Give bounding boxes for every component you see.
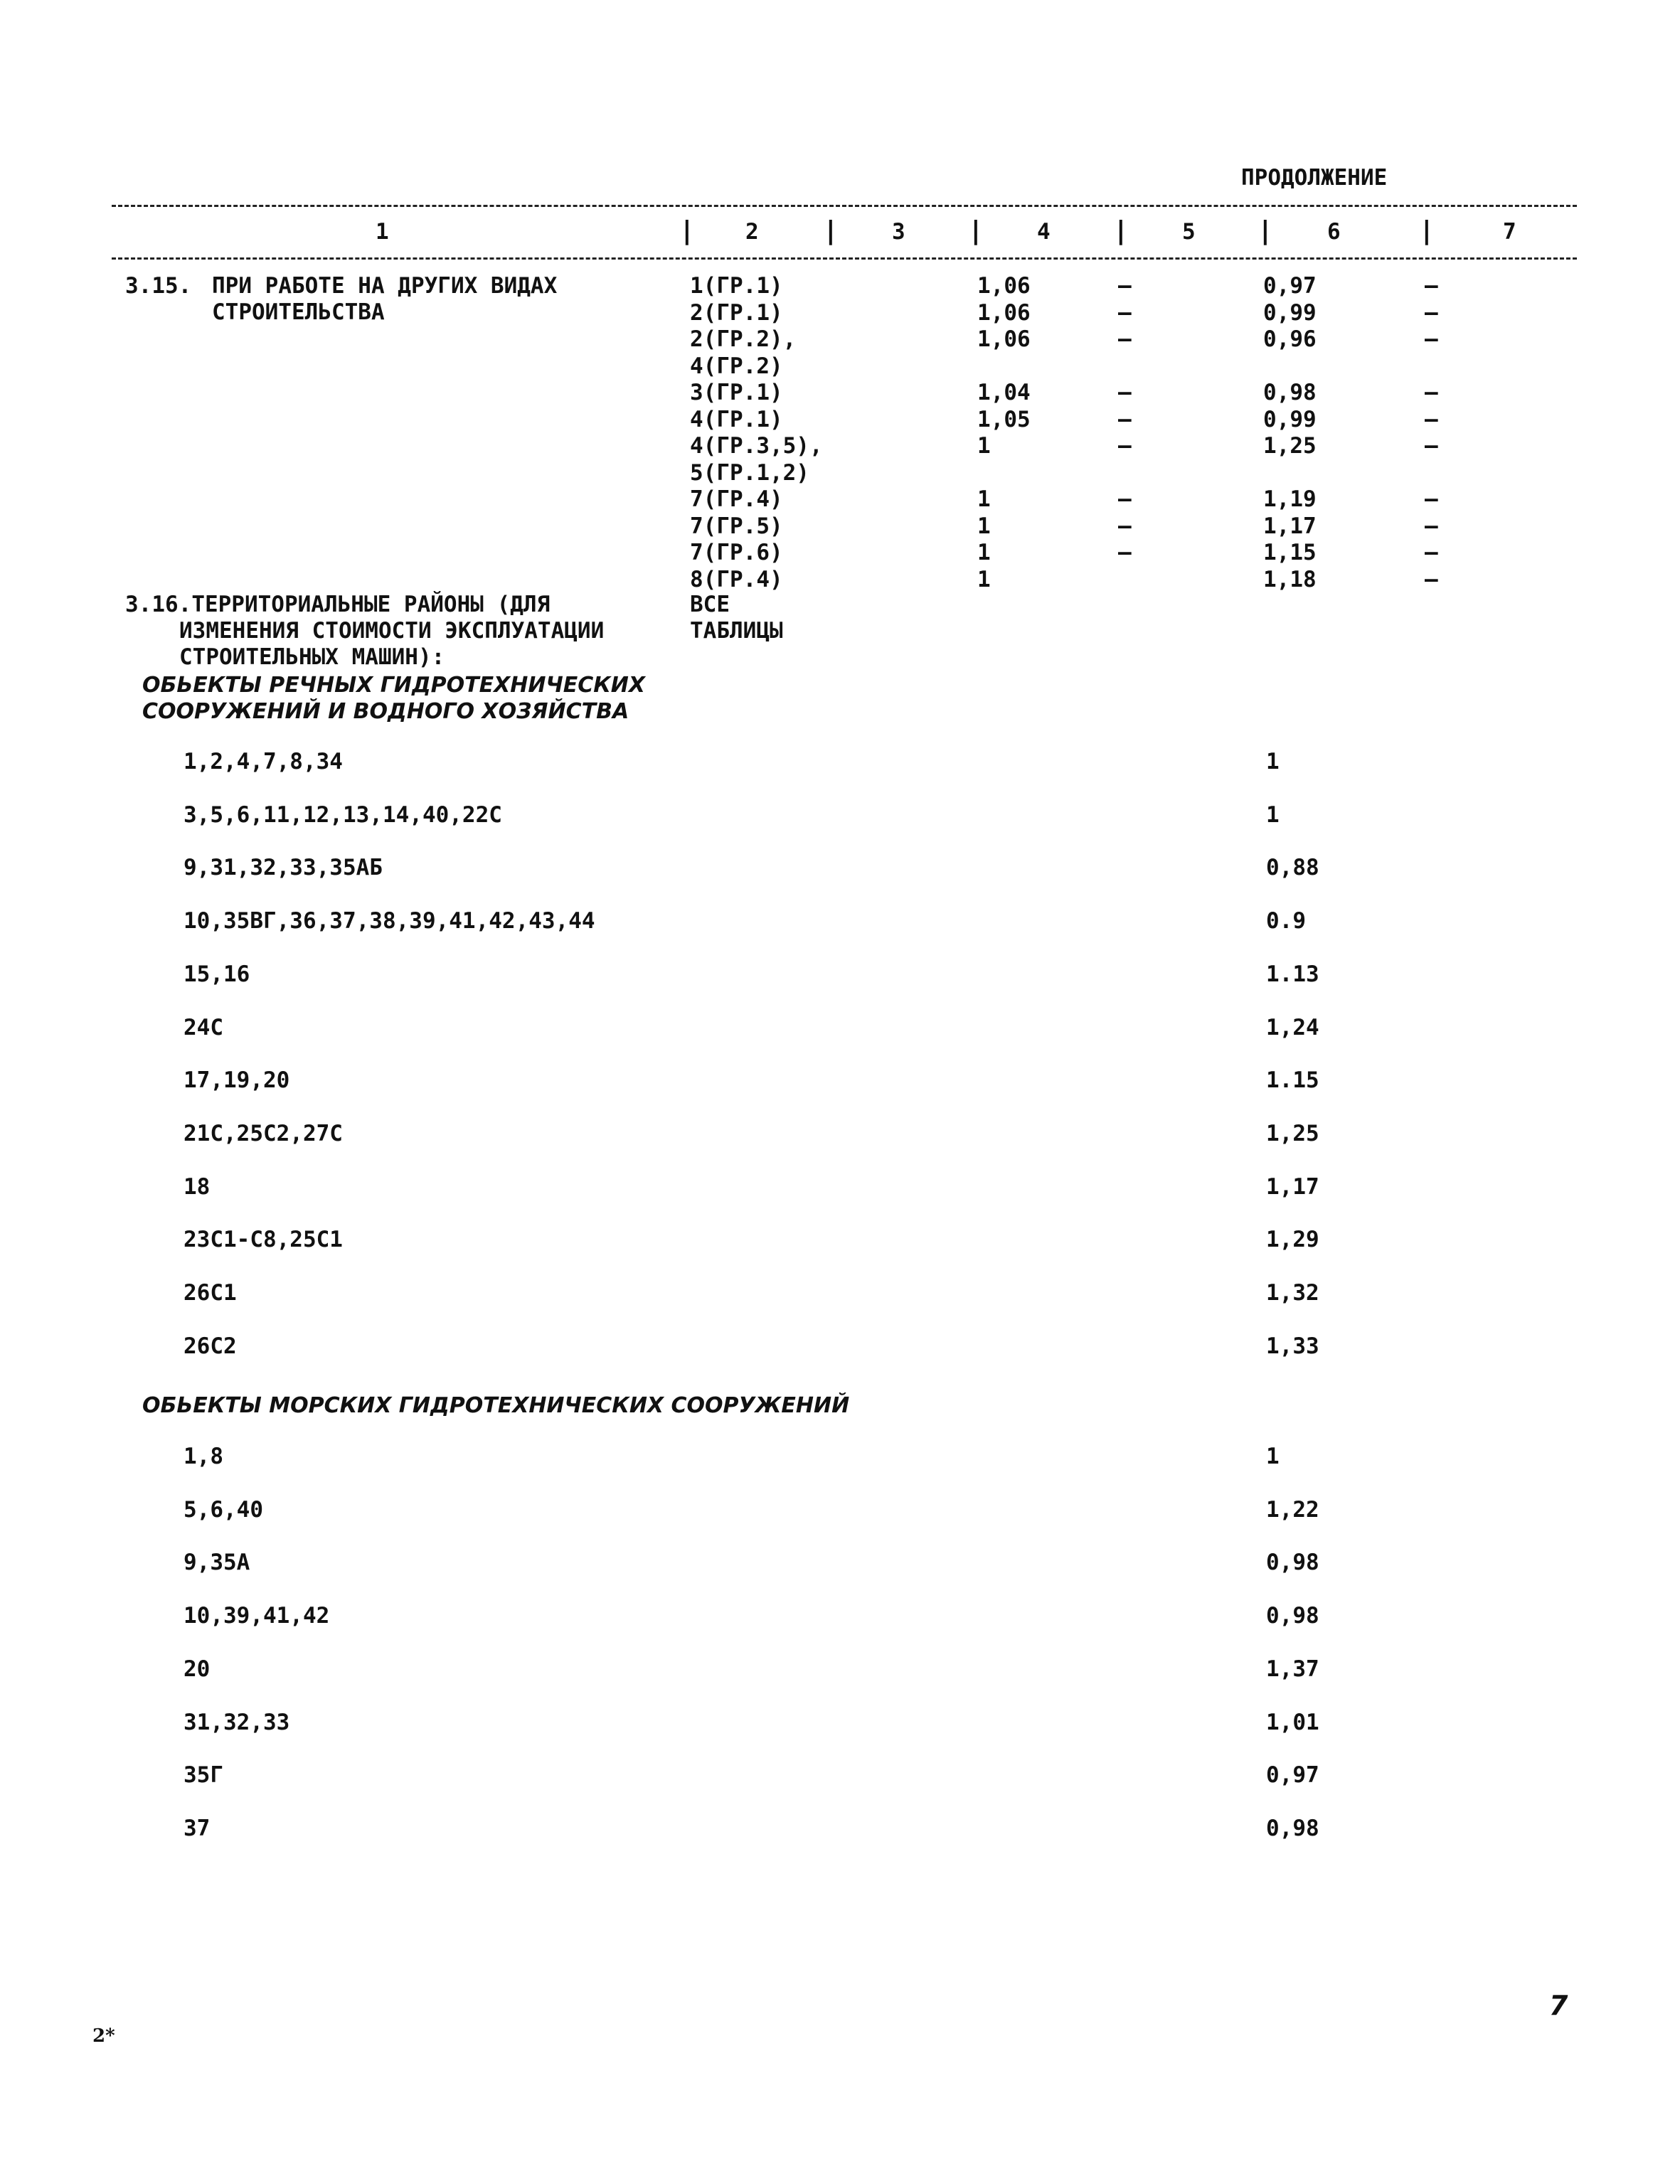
- river-objects-heading-cont: СООРУЖЕНИЙ И ВОДНОГО ХОЗЯЙСТВА: [142, 699, 629, 724]
- column-separator: |: [823, 216, 839, 245]
- region-coefficient: 1,24: [1266, 1015, 1319, 1040]
- row-col4-value: 1: [977, 433, 991, 459]
- region-coefficient: 1,32: [1266, 1280, 1319, 1306]
- region-list: 18: [184, 1174, 211, 1200]
- row-col4-value: 1,04: [977, 380, 1031, 405]
- river-objects-heading: ОБЬЕКТЫ РЕЧНЫХ ГИДРОТЕХНИЧЕСКИХ: [142, 673, 645, 698]
- column-header-5: 5: [1182, 219, 1196, 245]
- section-316-title-cont: СТРОИТЕЛЬНЫХ МАШИН):: [179, 644, 445, 670]
- row-col7-value: –: [1425, 326, 1438, 352]
- region-list: 9,31,32,33,35АБ: [184, 855, 383, 880]
- row-table-ref: 4(ГР.1): [690, 407, 783, 432]
- row-col7-value: –: [1425, 486, 1438, 512]
- column-separator: |: [1419, 216, 1435, 245]
- row-col4-value: 1,05: [977, 407, 1031, 432]
- row-col7-value: –: [1425, 567, 1438, 592]
- row-col4-value: 1,06: [977, 300, 1031, 326]
- row-col4-value: 1,06: [977, 326, 1031, 352]
- region-list: 3,5,6,11,12,13,14,40,22С: [184, 802, 502, 828]
- region-coefficient: 0.9: [1266, 908, 1306, 934]
- region-coefficient: 0,98: [1266, 1550, 1319, 1575]
- row-col5-value: –: [1118, 380, 1132, 405]
- column-header-1: 1: [376, 219, 389, 245]
- region-coefficient: 0,98: [1266, 1603, 1319, 1629]
- row-col4-value: 1: [977, 567, 991, 592]
- row-col7-value: –: [1425, 300, 1438, 326]
- column-header-4: 4: [1037, 219, 1051, 245]
- column-header-3: 3: [892, 219, 905, 245]
- column-separator: |: [1113, 216, 1129, 245]
- region-list: 15,16: [184, 962, 250, 987]
- region-coefficient: 1: [1266, 749, 1280, 774]
- row-col5-value: –: [1118, 486, 1132, 512]
- row-col7-value: –: [1425, 273, 1438, 299]
- region-list: 20: [184, 1656, 211, 1682]
- region-coefficient: 1,22: [1266, 1497, 1319, 1523]
- column-header-2: 2: [745, 219, 759, 245]
- row-col6-value: 0,98: [1263, 380, 1317, 405]
- region-coefficient: 0,97: [1266, 1762, 1319, 1788]
- row-table-ref: 8(ГР.4): [690, 567, 783, 592]
- column-header-6: 6: [1327, 219, 1341, 245]
- region-list: 17,19,20: [184, 1067, 290, 1093]
- row-col7-value: –: [1425, 433, 1438, 459]
- row-col5-value: –: [1118, 433, 1132, 459]
- row-col7-value: –: [1425, 540, 1438, 565]
- region-coefficient: 1,17: [1266, 1174, 1319, 1200]
- region-coefficient: 1.15: [1266, 1067, 1319, 1093]
- region-coefficient: 0,98: [1266, 1816, 1319, 1841]
- column-separator: |: [968, 216, 984, 245]
- row-table-ref: 7(ГР.6): [690, 540, 783, 565]
- row-col6-value: 1,19: [1263, 486, 1317, 512]
- row-table-ref: 2(ГР.1): [690, 300, 783, 326]
- region-list: 9,35А: [184, 1550, 250, 1575]
- region-list: 24С: [184, 1015, 223, 1040]
- row-table-ref: 1(ГР.1): [690, 273, 783, 299]
- row-col5-value: –: [1118, 326, 1132, 352]
- region-list: 5,6,40: [184, 1497, 263, 1523]
- row-col6-value: 0,99: [1263, 300, 1317, 326]
- region-coefficient: 0,88: [1266, 855, 1319, 880]
- header-top-rule: [112, 205, 1577, 207]
- row-table-ref: 7(ГР.5): [690, 513, 783, 539]
- section-316-applies-to: ВСЕ: [690, 592, 730, 617]
- region-list: 26С2: [184, 1333, 237, 1359]
- region-coefficient: 1,33: [1266, 1333, 1319, 1359]
- header-bottom-rule: [112, 257, 1577, 260]
- region-list: 37: [184, 1816, 211, 1841]
- sea-objects-heading: ОБЬЕКТЫ МОРСКИХ ГИДРОТЕХНИЧЕСКИХ СООРУЖЕНИЙ: [142, 1393, 850, 1418]
- row-table-ref: 4(ГР.2): [690, 353, 783, 379]
- row-col4-value: 1: [977, 540, 991, 565]
- region-coefficient: 1: [1266, 1444, 1280, 1469]
- region-list: 35Г: [184, 1762, 223, 1788]
- row-col6-value: 0,96: [1263, 326, 1317, 352]
- column-separator: |: [1258, 216, 1273, 245]
- region-list: 1,2,4,7,8,34: [184, 749, 343, 774]
- row-col7-value: –: [1425, 380, 1438, 405]
- region-list: 1,8: [184, 1444, 223, 1469]
- region-coefficient: 1,37: [1266, 1656, 1319, 1682]
- row-col7-value: –: [1425, 513, 1438, 539]
- row-table-ref: 7(ГР.4): [690, 486, 783, 512]
- row-col4-value: 1,06: [977, 273, 1031, 299]
- region-list: 31,32,33: [184, 1710, 290, 1735]
- region-coefficient: 1,01: [1266, 1710, 1319, 1735]
- column-separator: |: [679, 216, 695, 245]
- continuation-label: ПРОДОЛЖЕНИЕ: [1241, 165, 1388, 191]
- row-table-ref: 5(ГР.1,2): [690, 460, 809, 486]
- section-316-applies-to-cont: ТАБЛИЦЫ: [690, 618, 783, 644]
- row-col5-value: –: [1118, 513, 1132, 539]
- row-col6-value: 0,97: [1263, 273, 1317, 299]
- row-table-ref: 3(ГР.1): [690, 380, 783, 405]
- row-col6-value: 1,18: [1263, 567, 1317, 592]
- region-list: 26С1: [184, 1280, 237, 1306]
- row-col6-value: 1,25: [1263, 433, 1317, 459]
- page-number: 7: [1549, 1990, 1568, 2021]
- section-316-title: 3.16.ТЕРРИТОРИАЛЬНЫЕ РАЙОНЫ (ДЛЯ: [125, 592, 551, 617]
- region-list: 23С1-С8,25С1: [184, 1227, 343, 1252]
- row-col6-value: 1,17: [1263, 513, 1317, 539]
- region-coefficient: 1: [1266, 802, 1280, 828]
- row-col7-value: –: [1425, 407, 1438, 432]
- row-col5-value: –: [1118, 273, 1132, 299]
- section-315-title: ПРИ РАБОТЕ НА ДРУГИХ ВИДАХ: [212, 273, 558, 299]
- row-col5-value: –: [1118, 300, 1132, 326]
- region-list: 21С,25С2,27С: [184, 1121, 343, 1146]
- region-coefficient: 1,25: [1266, 1121, 1319, 1146]
- row-col5-value: –: [1118, 540, 1132, 565]
- region-list: 10,35ВГ,36,37,38,39,41,42,43,44: [184, 908, 595, 934]
- row-col6-value: 1,15: [1263, 540, 1317, 565]
- column-header-7: 7: [1503, 219, 1516, 245]
- row-table-ref: 4(ГР.3,5),: [690, 433, 823, 459]
- row-col4-value: 1: [977, 486, 991, 512]
- row-col5-value: –: [1118, 407, 1132, 432]
- section-315-number: 3.15.: [125, 273, 192, 299]
- region-list: 10,39,41,42: [184, 1603, 330, 1629]
- signature-mark: 2*: [92, 2025, 115, 2047]
- row-table-ref: 2(ГР.2),: [690, 326, 797, 352]
- row-col6-value: 0,99: [1263, 407, 1317, 432]
- region-coefficient: 1,29: [1266, 1227, 1319, 1252]
- section-316-title-cont: ИЗМЕНЕНИЯ СТОИМОСТИ ЭКСПЛУАТАЦИИ: [179, 618, 605, 644]
- region-coefficient: 1.13: [1266, 962, 1319, 987]
- row-col4-value: 1: [977, 513, 991, 539]
- section-315-title-cont: СТРОИТЕЛЬСТВА: [212, 299, 385, 325]
